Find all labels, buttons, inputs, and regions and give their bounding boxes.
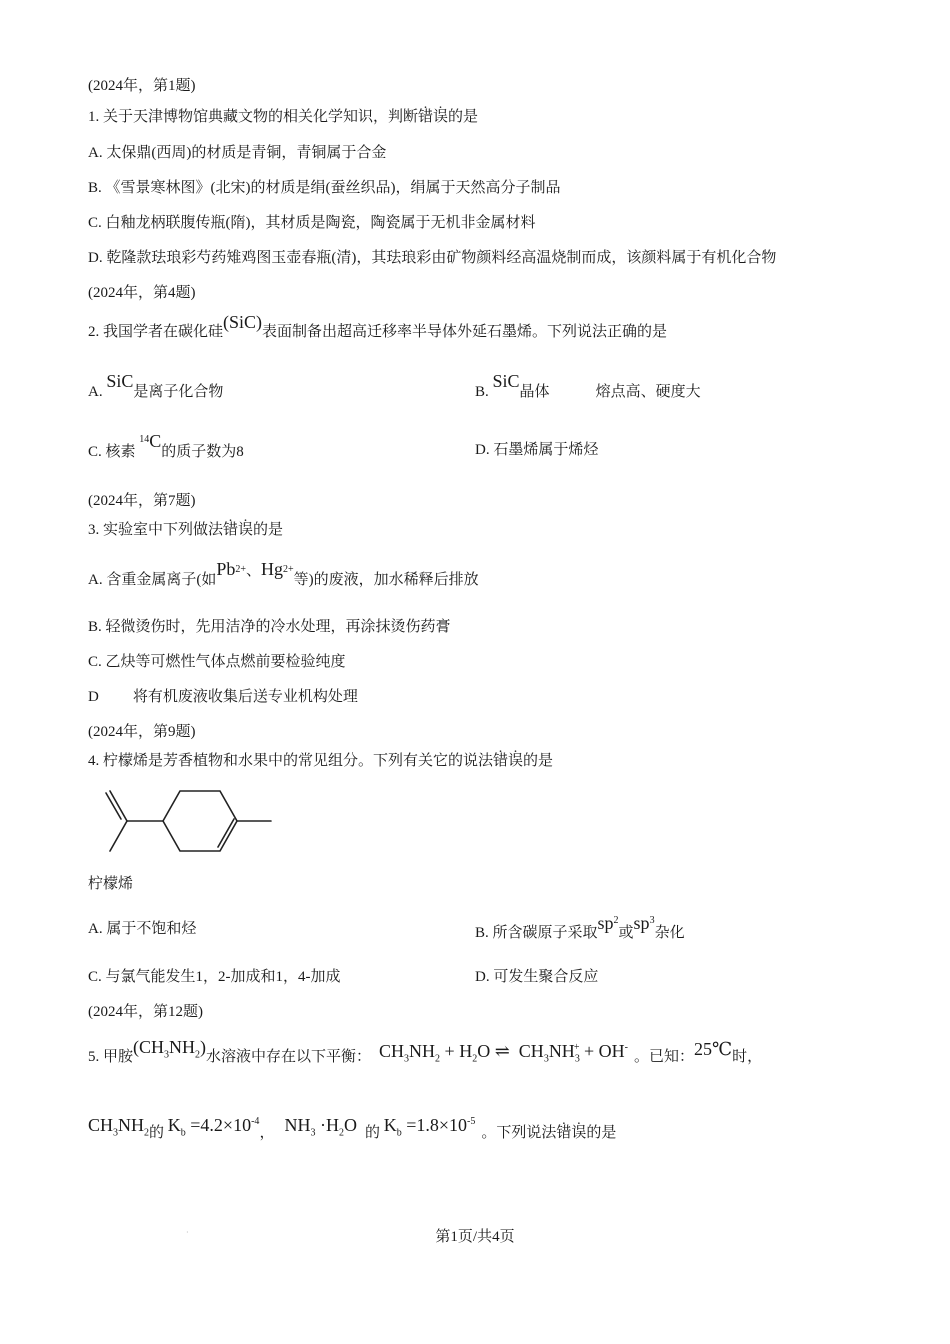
limonene-structure-diagram <box>95 783 280 863</box>
q4-option-c: C. 与氯气能发生1，2-加成和1，4-加成 <box>88 969 341 985</box>
q4-stem: 4. 柠檬烯是芳香植物和水果中的常见组分。下列有关它的说法错误的是 <box>88 753 554 769</box>
q4-option-b: B. 所含碳原子采取$sp^2$或$sp^3$杂化 <box>475 913 685 941</box>
q1-option-d: D. 乾隆款珐琅彩芍药雉鸡图玉壶春瓶(清)，其珐琅彩由矿物颜料经高温烧制而成，该颜料属于有机化合物 <box>88 250 777 266</box>
q3-option-b: B. 轻微烫伤时，先用洁净的冷水处理，再涂抹烫伤药膏 <box>88 619 451 635</box>
q5-kb-line: $CH_3NH_2$的 $K_b =4.2\times 10^{-4}$， $NH_3 \cdot H_2O$ 的 $K_b =1.8\times 10^{-5}$。下列说法错误的是 <box>88 1115 617 1141</box>
q2-option-b: B. SiC晶体 熔点高、硬度大 <box>475 371 701 400</box>
q2-source: (2024年，第4题) <box>88 285 196 301</box>
q4-caption: 柠檬烯 <box>88 876 134 892</box>
q5-stem: 5. 甲胺$(CH_3NH_2)$水溶液中存在以下平衡： $CH_3NH_2 + H_2O$ ⇌ $CH_3NH_3^+ + OH^-$。已知：25℃时， <box>88 1037 763 1065</box>
q3-option-a: A. 含重金属离子(如$Pb^{2+}$、$Hg^{2+}$等)的废液，加水稀释后排放 <box>88 559 479 588</box>
q1-option-a: A. 太保鼎(西周)的材质是青铜，青铜属于合金 <box>88 145 387 161</box>
q2-stem: 2. 我国学者在碳化硅(SiC)表面制备出超高迁移率半导体外延石墨烯。下列说法正确的是 <box>88 312 668 340</box>
q4-source: (2024年，第9题) <box>88 724 196 740</box>
q1-stem: 1. 关于天津博物馆典藏文物的相关化学知识，判断错误的是 <box>88 109 479 125</box>
equilibrium-equation: $CH_3NH_2 + H_2O$ ⇌ $CH_3NH_3^+ + OH^-$ <box>379 1041 628 1065</box>
q5-source: (2024年，第12题) <box>88 1004 203 1020</box>
q1-source: (2024年，第1题) <box>88 78 196 94</box>
q2-option-d: D. 石墨烯属于烯烃 <box>475 442 599 458</box>
q2-option-a: A. SiC是离子化合物 <box>88 371 224 400</box>
q3-stem: 3. 实验室中下列做法错误的是 <box>88 522 284 538</box>
q3-option-c: C. 乙炔等可燃性气体点燃前要检验纯度 <box>88 654 346 670</box>
q1-option-b: B. 《雪景寒林图》(北宋)的材质是绢(蚕丝织品)，绢属于天然高分子制品 <box>88 180 561 196</box>
methylamine-formula: $(CH_3NH_2)$ <box>133 1037 207 1061</box>
q4-option-d: D. 可发生聚合反应 <box>475 969 599 985</box>
page-footer: 第1页/共4页 <box>435 1229 515 1245</box>
footer-dot: · <box>186 1228 189 1237</box>
q3-source: (2024年，第7题) <box>88 493 196 509</box>
q1-option-c: C. 白釉龙柄联腹传瓶(隋)，其材质是陶瓷，陶瓷属于无机非金属材料 <box>88 215 536 231</box>
q2-option-c: C. 核素 $^{14}$C的质子数为8 <box>88 431 244 460</box>
q4-option-a: A. 属于不饱和烃 <box>88 921 197 937</box>
q3-option-d: D 将有机废液收集后送专业机构处理 <box>88 689 358 705</box>
